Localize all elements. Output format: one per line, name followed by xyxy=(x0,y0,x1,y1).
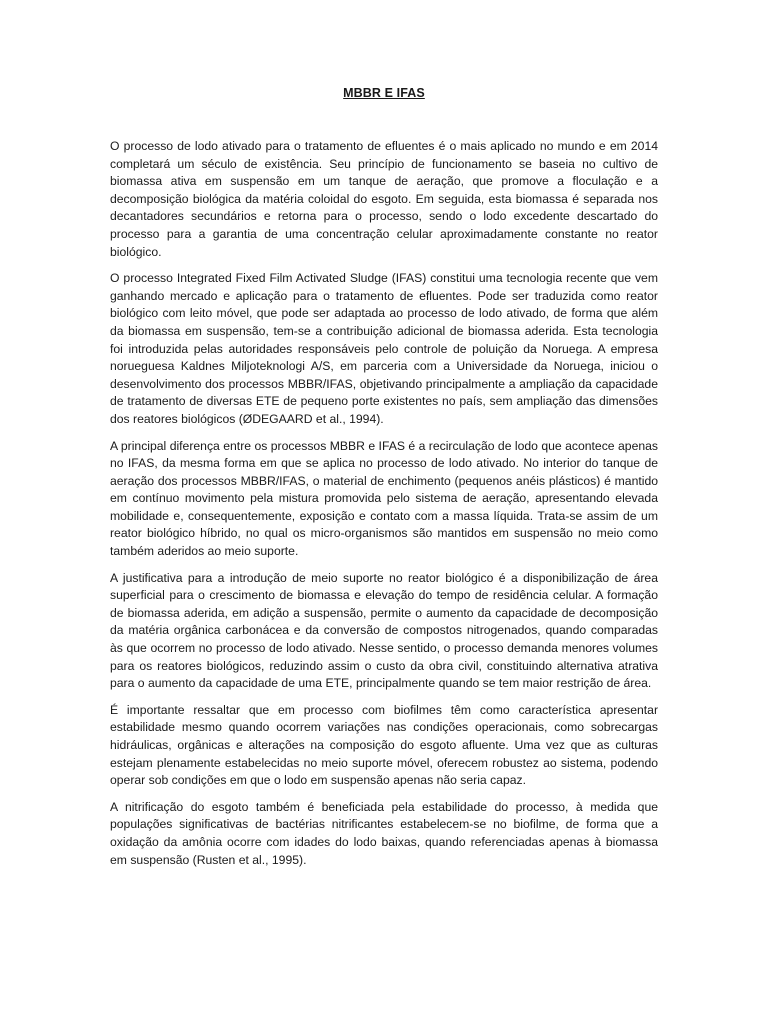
paragraph-ifas: O processo Integrated Fixed Film Activated Sludge (IFAS) constitui uma tecnologia recente que vem ganhando mercado e aplicação para o tratamento de efluentes. Pode ser traduzida como reator biológico com leito móvel, que pode ser adaptada ao processo de lodo ativado, de forma que além da biomassa em suspensão, tem-se a contribuição adicional de biomassa aderida. Esta tecnologia foi introduzida pelas autoridades responsáveis pelo controle de poluição da Noruega. A empresa norueguesa Kaldnes Miljoteknologi A/S, em parceria com a Universidade da Noruega, iniciou o desenvolvimento dos processos MBBR/IFAS, objetivando principalmente a ampliação da capacidade de tratamento de diversas ETE de pequeno porte existentes no país, sem ampliação das dimensões dos reatores biológicos (ØDEGAARD et al., 1994). xyxy=(110,271,658,426)
document-title: MBBR E IFAS xyxy=(343,86,425,100)
paragraph-lodo-ativado: O processo de lodo ativado para o tratamento de efluentes é o mais aplicado no mundo e em 2014 completará um século de existência. Seu princípio de funcionamento se baseia no cultivo de biomassa ativa em suspensão em um tanque de aeração, que promove a floculação e a decomposição biológica da matéria coloidal do esgoto. Em seguida, esta biomassa é separada nos decantadores secundários e retorna para o processo, sendo o lodo excedente descartado do processo para a garantia de uma concentração celular aproximadamente constante no reator biológico. xyxy=(110,139,658,259)
paragraph-diferenca-mbbr-ifas: A principal diferença entre os processos MBBR e IFAS é a recirculação de lodo que acontece apenas no IFAS, da mesma forma em que se aplica no processo de lodo ativado. No interior do tanque de aeração dos processos MBBR/IFAS, o material de enchimento (pequenos anéis plásticos) é mantido em contínuo movimento pela mistura promovida pelo sistema de aeração, apresentando elevada mobilidade e, consequentemente, exposição e contato com a massa líquida. Trata-se assim de um reator biológico híbrido, no qual os micro-organismos são mantidos em suspensão no meio como também aderidos ao meio suporte. xyxy=(110,438,658,559)
paragraph-nitrificacao: A nitrificação do esgoto também é beneficiada pela estabilidade do processo, à medida que populações significativas de bactérias nitrificantes estabelecem-se no biofilme, de forma que a oxidação da amônia ocorre com idades do lodo baixas, quando referenciadas apenas à biomassa em suspensão (Rusten et al., 1995). xyxy=(110,799,658,867)
paragraph-justificativa: A justificativa para a introdução de meio suporte no reator biológico é a disponibilização de área superficial para o crescimento de biomassa e elevação do tempo de residência celular. A formação de biomassa aderida, em adição a suspensão, permite o aumento da capacidade de decomposição da matéria orgânica carbonácea e da conversão de compostos nitrogenados, quando comparadas às que ocorrem no processo de lodo ativado. Nesse sentido, o processo demanda menores volumes para os reatores biológicos, reduzindo assim o custo da obra civil, constituindo alternativa atrativa para o aumento da capacidade de uma ETE, principalmente quando se tem maior restrição de área. xyxy=(110,570,658,691)
document-body xyxy=(110,138,658,878)
paragraph-biofilmes: É importante ressaltar que em processo com biofilmes têm como característica apresentar estabilidade mesmo quando ocorrem variações nas condições operacionais, como sobrecargas hidráulicas, orgânicas e alterações na composição do esgoto afluente. Uma vez que as culturas estejam plenamente estabelecidas no meio suporte móvel, oferecem robustez ao sistema, podendo operar sob condições em que o lodo em suspensão apenas não seria capaz. xyxy=(110,702,658,788)
